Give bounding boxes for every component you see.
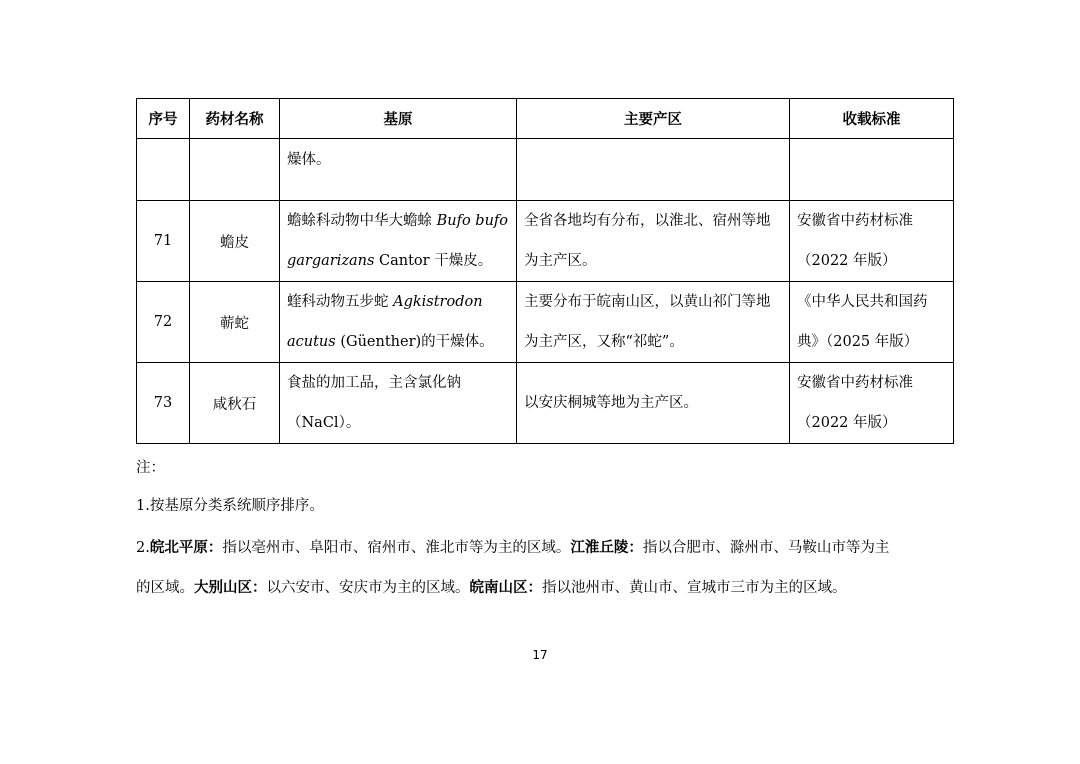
cell-index bbox=[137, 139, 190, 201]
header-name: 药材名称 bbox=[190, 99, 280, 139]
cell-region: 以安庆桐城等地为主产区。 bbox=[517, 363, 790, 444]
header-index: 序号 bbox=[137, 99, 190, 139]
cell-index: 71 bbox=[137, 201, 190, 282]
table-row bbox=[137, 282, 954, 363]
cell-index: 72 bbox=[137, 282, 190, 363]
cell-index: 73 bbox=[137, 363, 190, 444]
note-term-wannan: 皖南山区： bbox=[469, 579, 542, 596]
cell-standard bbox=[790, 139, 954, 201]
cell-origin: 蝰科动物五步蛇 Agkistrodon acutus (Güenther)的干燥体。 bbox=[280, 282, 517, 363]
note-term-jianghuai: 江淮丘陵： bbox=[570, 539, 643, 556]
cell-name bbox=[190, 139, 280, 201]
table-row bbox=[137, 363, 954, 444]
cell-name: 咸秋石 bbox=[190, 363, 280, 444]
cell-origin: 食盐的加工品，主含氯化钠 （NaCl）。 bbox=[280, 363, 517, 444]
cell-standard: 《中华人民共和国药 典》（2025 年版） bbox=[790, 282, 954, 363]
header-region: 主要产区 bbox=[517, 99, 790, 139]
page-number: 17 bbox=[532, 648, 548, 662]
header-origin: 基原 bbox=[280, 99, 517, 139]
notes-title: 注： bbox=[136, 460, 165, 476]
cell-standard: 安徽省中药材标准 （2022 年版） bbox=[790, 363, 954, 444]
cell-region: 全省各地均有分布，以淮北、宿州等地 为主产区。 bbox=[517, 201, 790, 282]
note-1: 1.按基原分类系统顺序排序。 bbox=[136, 498, 324, 514]
herb-table bbox=[136, 98, 954, 444]
cell-region: 主要分布于皖南山区，以黄山祁门等地 为主产区，又称“祁蛇”。 bbox=[517, 282, 790, 363]
cell-name: 蟾皮 bbox=[190, 201, 280, 282]
note-term-dabie: 大别山区： bbox=[194, 579, 267, 596]
cell-origin: 燥体。 bbox=[280, 139, 517, 201]
cell-name: 蕲蛇 bbox=[190, 282, 280, 363]
note-2-continued: 的区域。大别山区：以六安市、安庆市为主的区域。皖南山区：指以池州市、黄山市、宣城市三市为主的区域。 bbox=[136, 579, 847, 596]
note-term-wanbei: 皖北平原： bbox=[149, 539, 223, 556]
table-header-row bbox=[137, 99, 954, 139]
cell-region bbox=[517, 139, 790, 201]
note-2: 2.皖北平原：指以亳州市、阜阳市、宿州市、淮北市等为主的区域。江淮丘陵：指以合肥市、滁州市、马鞍山市等为主 bbox=[136, 539, 890, 556]
cell-standard: 安徽省中药材标准 （2022 年版） bbox=[790, 201, 954, 282]
table-row bbox=[137, 201, 954, 282]
table-row-continued bbox=[137, 139, 954, 201]
header-standard: 收载标准 bbox=[790, 99, 954, 139]
cell-origin: 蟾蜍科动物中华大蟾蜍 Bufo bufo gargarizans Cantor 干燥皮。 bbox=[280, 201, 517, 282]
